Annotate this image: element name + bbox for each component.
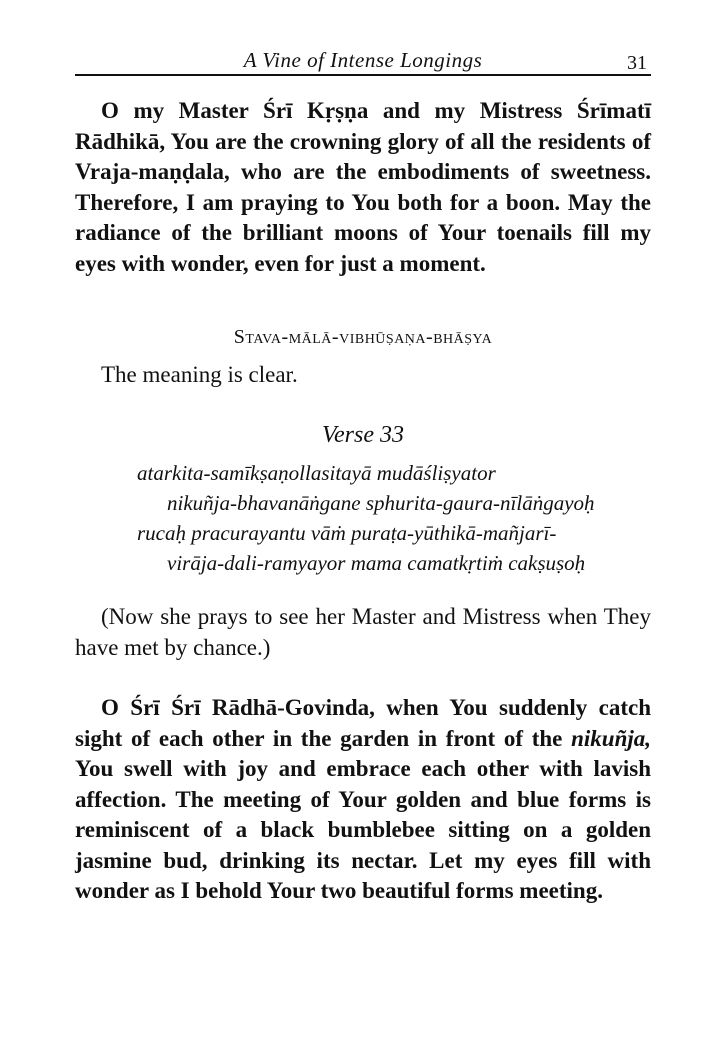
nikunja-term: nikuñja, xyxy=(571,725,651,751)
verse-line: virāja-dali-ramyayor mama camatkṛtiṁ cakṣuṣoḥ xyxy=(167,551,586,575)
verse-line: rucaḥ pracurayantu vāṁ puraṭa-yūthikā-mañjarī- xyxy=(137,521,557,545)
meaning-text: The meaning is clear. xyxy=(101,362,298,387)
commentary-title: Stava-mālā-vibhūṣaṇa-bhāṣya xyxy=(233,326,493,348)
verse-title: Verse 33 xyxy=(322,422,404,448)
page-number: 31 xyxy=(627,52,647,74)
final-translation-part1: O Śrī Śrī Rādhā-Govinda, when You suddenly catch sight of each other in the garden in front of the xyxy=(75,695,651,751)
context-note: (Now she prays to see her Master and Mistress when They have met by chance.) xyxy=(75,604,651,660)
final-translation-part2: You swell with joy and embrace each other with lavish affection. The meeting of Your golden and blue forms is reminiscent of a black bumblebee sitting on a golden jasmine bud, drinking its nectar. Let my eyes fill with wonder as I behold Your two beautiful forms meeting. xyxy=(75,756,651,903)
verse-line: nikuñja-bhavanāṅgane sphurita-gaura-nīlāṅgayoḥ xyxy=(167,491,595,515)
page-header xyxy=(75,46,651,76)
verse-line: atarkita-samīkṣaṇollasitayā mudāśliṣyator xyxy=(137,461,496,485)
final-translation xyxy=(75,693,651,907)
prayer-translation: O my Master Śrī Kṛṣṇa and my Mistress Śrīmatī Rādhikā, You are the crowning glory of all the residents of Vraja-maṇḍala, who are the embodiments of sweetness. Therefore, I am praying to You both for a boon. May the radiance of the brilliant moons of Your toenails fill my eyes with wonder, even for just a moment. xyxy=(75,98,651,276)
running-title: A Vine of Intense Longings xyxy=(243,48,483,72)
